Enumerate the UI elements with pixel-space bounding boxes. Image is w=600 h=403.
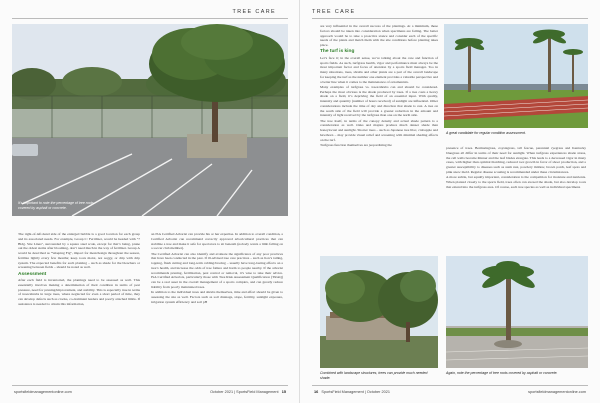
left-text-column-1	[18, 232, 140, 307]
paragraph: Let’s face it; in the overall sense, we’re talking about the care and function of sports fields. As such, turfgrass health, vigor and performance must always be the most important factor and focus of attention by a sports field manager. Too in many situations, trees, shrubs and other plants are a part of the overall landscape for keeping the turf as the number one element provides a valuable perspective and a better line when it comes to the maintenance of ornamentals.	[320, 55, 438, 84]
paragraph: Many examples of turfgrass vs. trees/shrubs can and should be considered. Perhaps the most obvious is the shade produced by trees. If a tree casts a heavy shade on a field, it’s depriving the field of an essential input. With quality, intensity and quantity (number of hours received) of sunlight are influential. Other considerations include the time of day and direction that shade is cast. A tree on the south side of the field will provide a greater reduction in the amount and intensity of light received by the turfgrass than one on the north side.	[320, 84, 438, 118]
paragraph: A more subtle, but equally important, consideration is the competition for moisture and nutrients. When planted closely to the sports field, trees often can exceed the shade, but also develop roots that extend into the turfgrass area. Of course, each tree species as well as individual specimens	[446, 175, 586, 189]
paragraph: an ISA Certified Arborist can provide his or her expertise. In addition to overall condition, a Certified Arborist can recommend correctly approved arboricultural practices that can stabilize a tree and make it safe for spectators to sit beneath (nobody wants a limb falling on a soccer club member).	[151, 232, 283, 251]
footer-issue	[314, 390, 390, 394]
footer-site: sportsfieldmanagementonline.com	[14, 390, 72, 394]
photo-caption: Again, note the percentage of tree roots covered by asphalt or concrete.	[446, 371, 558, 375]
right-text-column-1	[320, 24, 438, 148]
photo-caption: Combined with landscape structures, trees can provide much needed shade.	[320, 371, 428, 380]
paragraph: After each field is inventoried, the plantings need to be assessed as well. This essentially involves making a determination of their condition in terms of pest pressure, need for pruning/improvement, and stability. This is especially true in terms of trees/shrubs in large trees, where neglected for even a short period of time, they can develop defects such as cracks, co-dominant leaders and poorly attached limbs. If assistance is needed to obtain this information,	[18, 278, 140, 306]
paragraph: The right-of-left-hand side of the enlarged bubble is a good location for each group and its associated needs. For example, Group C: Fertilizer, would be headed with "7 Bldg. Site Lines", surrounded by a square steel scale, except for that’s being, prune out the oldest stems after blooming, don’t need much in the way of fertilizer. Group A would be described as "Weeping Fig", impact for meal/design throughout the season, fertilize lightly every few months; keep roots moist, not soggy, or drip with drip system. The expected benefits for each planting – such as shade for the bleachers or screening between fields – should be noted as well.	[18, 232, 140, 270]
page-number: 15	[281, 390, 286, 394]
palm-track-photo	[444, 24, 588, 128]
landscape-trees-photo	[320, 256, 438, 368]
header-rule	[12, 18, 288, 19]
right-page	[300, 0, 600, 403]
paragraph: The Certified Arborist can also identify and evaluate the significance of any poor practices that have been conducted in the past. If ill-advised tree care practices – such as lion’s tailing, topping, flush cutting and long-term cabling/bracing – usually have long-lasting effects on a tree’s health, and increase the odds of tree failure and harm to people nearby. If the arborist recommends pruning, fertilization, pest control or removal, it’s wise to take their advice. ISA Certified Arborists, particularly those with Tree Risk Assessment Qualification (TRAQ) can be a real asset in the overall management of a sports complex, and can greatly reduce liability from poorly maintained trees.	[151, 251, 283, 289]
page-number: 16	[314, 390, 319, 394]
footer-issue	[210, 390, 286, 394]
left-text-column-2	[151, 232, 283, 305]
footer-rule	[12, 385, 288, 386]
section-title: TREE CARE	[312, 9, 356, 15]
palm-concrete-photo	[446, 256, 588, 368]
footer-issue-text: SportsField Management | October 2021	[321, 390, 390, 394]
photo-caption: A great candidate for regular condition assessment.	[446, 131, 526, 135]
footer-site: sportsfieldmanagementonline.com	[528, 390, 586, 394]
parking-lot-tree-photo	[12, 24, 288, 216]
section-title: TREE CARE	[232, 9, 276, 15]
assessment-heading: Assessment	[18, 271, 47, 277]
paragraph: presence of trees. Bermudagrass, zoysiagrass, tall fescue, perennial ryegrass and Kentucky bluegrass all differ in terms of their need for sunlight. When turfgrass experiences shade stress, the cell walls become thinner and the leaf blades elongate. This leads to a decreased vigor in many cases, with higher than optimal thatching, reduced root growth in favor of shoot production, and a greater susceptibility to diseases such as stem rust, powdery mildew, brown patch, leaf spots and pink snow mold. Regular disease scouting is recommended under these circumstances.	[446, 146, 586, 174]
paragraph: Turfgrass function themselves are jeopardizing the	[320, 142, 392, 147]
turf-heading: The turf is king	[320, 49, 355, 55]
right-text-column-2	[446, 146, 586, 190]
photo-caption: It's important to note the percentage of tree roots covered by asphalt or concrete.	[18, 201, 94, 210]
paragraph: are very influential in the overall success of the plantings. At a minimum, these factors should be taken into consideration when specimens are failing. The better approach would be to take a proactive stance and consider each of the specific needs of the plants and match them with the site conditions before planting takes place.	[320, 24, 438, 47]
footer-issue-text: October 2021 | SportsField Management	[210, 390, 279, 394]
footer-rule	[312, 385, 588, 386]
header-rule	[312, 18, 588, 19]
paragraph: In addition to the individual trees and shrubs themselves, time and effort should be given to assessing the site as well. Factors such as soil drainage, slope, fertility, sunlight exposure, irrigation system efficiency and soil pH	[151, 290, 283, 304]
paragraph: The tree itself, in terms of the canopy density and actual shade pattern is a consideration as well. Oaks and maples produce much denser shade than honeylocust and sunlight. Shorter trees – such as Japanese tree lilac, crabapple and hawthorn – may provide visual relief and screening with minimal shading effects on the turf.	[320, 118, 438, 142]
